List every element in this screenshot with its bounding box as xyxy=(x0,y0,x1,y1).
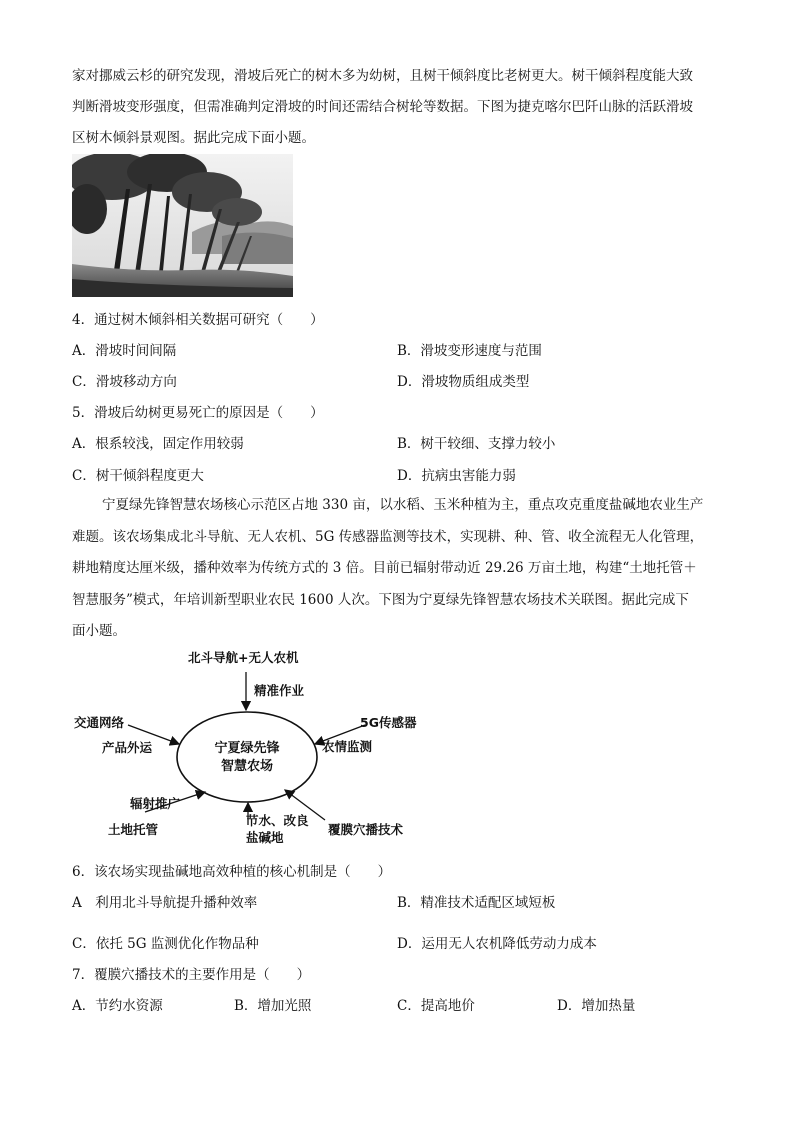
node-land-custody: 土地托管 xyxy=(108,822,159,837)
intro2-line-5: 面小题。 xyxy=(72,623,126,639)
q6-option-d: D．运用无人农机降低劳动力成本 xyxy=(397,936,597,952)
q4-option-c: C．滑坡移动方向 xyxy=(72,374,177,390)
node-5g-sensor: 5G传感器 xyxy=(360,715,417,730)
intro1-line-3: 区树木倾斜景观图。据此完成下面小题。 xyxy=(72,130,315,146)
q5-stem: 5．滑坡后幼树更易死亡的原因是（ ） xyxy=(72,405,324,421)
q5-option-a: A．根系较浅，固定作用较弱 xyxy=(72,436,244,452)
q4-stem: 4．通过树木倾斜相关数据可研究（ ） xyxy=(72,312,324,328)
farm-technology-diagram xyxy=(60,640,440,850)
edge-product-shipping: 产品外运 xyxy=(102,740,153,755)
intro2-line-3: 耕地精度达厘米级，播种效率为传统方式的 3 倍。目前已辐射带动近 29.26 万亩土地，构建“土地托管＋ xyxy=(72,560,697,576)
q7-option-d: D．增加热量 xyxy=(557,998,636,1014)
edge-water-saving-line-1: 节水、改良 xyxy=(246,813,309,828)
node-film-hole-sowing: 覆膜穴播技术 xyxy=(328,822,404,837)
intro2-line-1: 宁夏绿先锋智慧农场核心示范区占地 330 亩，以水稻、玉米种植为主，重点攻克重度盐碱地农业生产 xyxy=(102,497,704,513)
q6-option-b: B．精准技术适配区域短板 xyxy=(397,895,556,911)
q6-option-c: C．依托 5G 监测优化作物品种 xyxy=(72,936,259,952)
center-label-line-1: 宁夏绿先锋 xyxy=(214,741,280,756)
intro1-line-1: 家对挪威云杉的研究发现，滑坡后死亡的树木多为幼树，且树干倾斜度比老树更大。树干倾斜程度能大致 xyxy=(72,68,693,84)
q5-option-b: B．树干较细、支撑力较小 xyxy=(397,436,556,452)
intro1-line-2: 判断滑坡变形强度，但需准确判定滑坡的时间还需结合树轮等数据。下图为捷克喀尔巴阡山脉的活跃滑坡 xyxy=(72,99,693,115)
q6-stem: 6．该农场实现盐碱地高效种植的核心机制是（ ） xyxy=(72,864,392,880)
q6-option-a: A 利用北斗导航提升播种效率 xyxy=(72,895,258,911)
edge-crop-monitoring: 农情监测 xyxy=(322,739,373,754)
node-transport-network: 交通网络 xyxy=(74,715,125,730)
q7-option-a: A．节约水资源 xyxy=(72,998,163,1014)
q5-option-d: D．抗病虫害能力弱 xyxy=(397,468,516,484)
center-node-label xyxy=(197,740,297,776)
landslide-tree-photo xyxy=(72,154,293,297)
q4-option-a: A．滑坡时间间隔 xyxy=(72,343,177,359)
node-beidou-unmanned: 北斗导航+无人农机 xyxy=(188,650,299,665)
center-label-line-2: 智慧农场 xyxy=(220,759,273,774)
q4-option-d: D．滑坡物质组成类型 xyxy=(397,374,530,390)
q7-option-c: C．提高地价 xyxy=(397,998,475,1014)
intro2-line-2: 难题。该农场集成北斗导航、无人农机、5G 传感器监测等技术，实现耕、种、管、收全流程无人化管理， xyxy=(72,529,704,545)
edge-radiation-promotion: 辐射推广 xyxy=(130,796,181,811)
q5-option-c: C．树干倾斜程度更大 xyxy=(72,468,204,484)
q7-stem: 7．覆膜穴播技术的主要作用是（ ） xyxy=(72,967,311,983)
edge-precision-operation: 精准作业 xyxy=(254,683,305,698)
edge-water-saving-line-2: 盐碱地 xyxy=(246,830,284,845)
q4-option-b: B．滑坡变形速度与范围 xyxy=(397,343,542,359)
intro2-line-4: 智慧服务”模式，年培训新型职业农民 1600 人次。下图为宁夏绿先锋智慧农场技术关联图。据此完成下 xyxy=(72,592,689,608)
q7-option-b: B．增加光照 xyxy=(234,998,312,1014)
